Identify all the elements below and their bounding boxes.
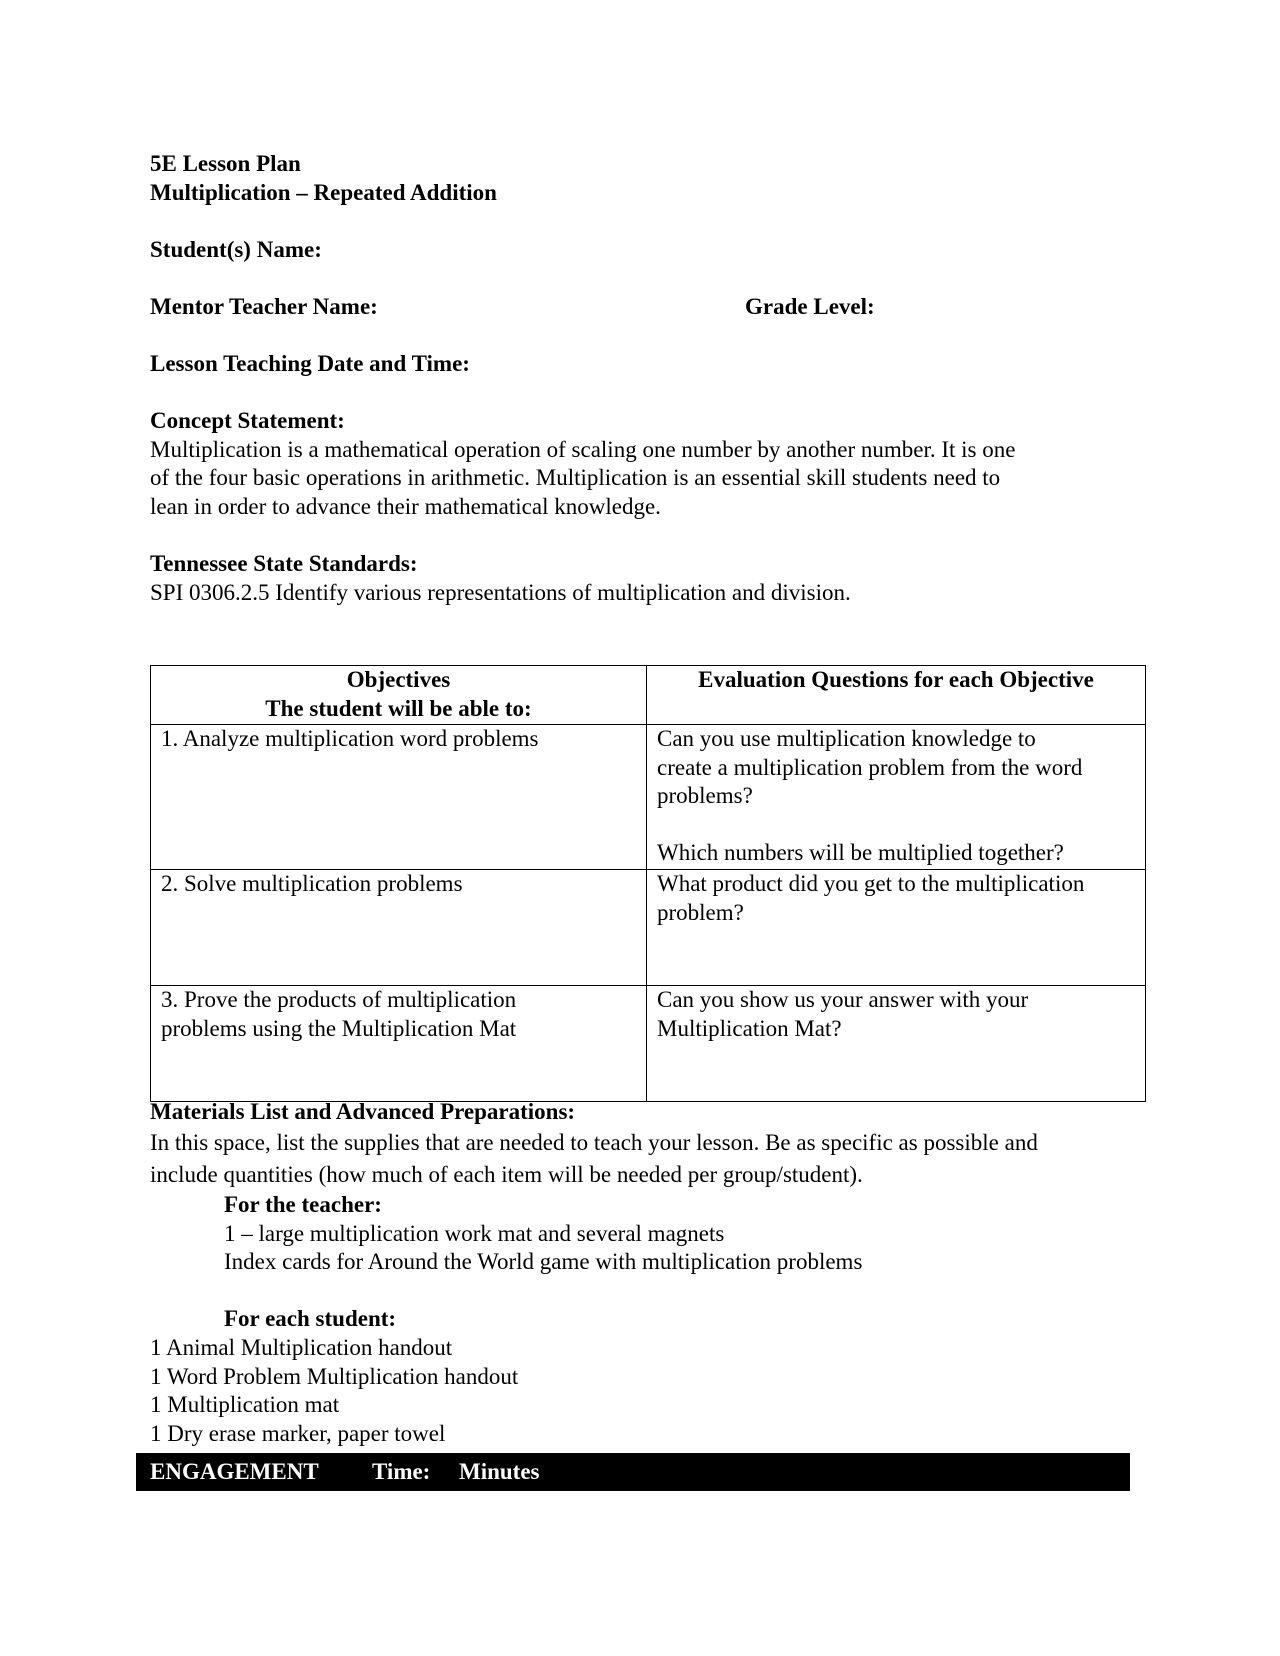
- list-item: 1 Animal Multiplication handout: [150, 1335, 453, 1360]
- concept-line: lean in order to advance their mathematical knowledge.: [150, 493, 661, 519]
- doc-subtitle: Multiplication – Repeated Addition: [150, 179, 497, 205]
- concept-line: Multiplication is a mathematical operation of scaling one number by another number. It is one: [150, 436, 1016, 462]
- question-text: problem?: [657, 899, 744, 925]
- question-text: Multiplication Mat?: [657, 1015, 842, 1041]
- teacher-materials: [224, 1191, 862, 1277]
- list-item: 1 Multiplication mat: [150, 1392, 340, 1417]
- engagement-label: ENGAGEMENT: [150, 1459, 319, 1484]
- question-text: Which numbers will be multiplied together?: [657, 840, 1064, 865]
- evaluation-header-cell: [647, 666, 1146, 725]
- table-row: [151, 870, 1146, 986]
- student-heading: For each student:: [224, 1306, 397, 1331]
- concept-section: [150, 407, 1110, 521]
- materials-intro: In this space, list the supplies that are needed to teach your lesson. Be as specific as possible and: [150, 1129, 1038, 1155]
- objectives-header: Objectives: [346, 667, 451, 692]
- minutes-label: Minutes: [459, 1459, 540, 1484]
- materials-heading: Materials List and Advanced Preparations:: [150, 1099, 576, 1124]
- objectives-header-cell: [151, 666, 647, 725]
- objective-text: 1. Analyze multiplication word problems: [161, 726, 539, 751]
- engagement-bar: [136, 1453, 1130, 1491]
- list-item: 1 Dry erase marker, paper towel: [150, 1420, 446, 1446]
- concept-line: of the four basic operations in arithmetic. Multiplication is an essential skill students need to: [150, 465, 1001, 490]
- question-text: Can you show us your answer with your: [657, 987, 1029, 1012]
- question-text: Can you use multiplication knowledge to: [657, 726, 1036, 751]
- question-cell: [647, 870, 1146, 986]
- list-item: Index cards for Around the World game with multiplication problems: [224, 1249, 863, 1274]
- lesson-date-field: Lesson Teaching Date and Time:: [150, 351, 470, 376]
- table-row: [151, 725, 1146, 870]
- document-header: [150, 150, 1110, 207]
- mentor-teacher-field: Mentor Teacher Name:: [150, 294, 378, 319]
- standards-section: [150, 550, 1110, 607]
- objective-cell: [151, 870, 647, 986]
- students-name-field: Student(s) Name:: [150, 237, 322, 262]
- time-label: Time:: [372, 1459, 431, 1484]
- evaluation-header: Evaluation Questions for each Objective: [698, 667, 1094, 692]
- objective-cell: [151, 725, 647, 870]
- objectives-subheader: The student will be able to:: [265, 695, 532, 721]
- spacer: [657, 811, 1135, 840]
- standards-heading: Tennessee State Standards:: [150, 551, 418, 576]
- question-cell: [647, 986, 1146, 1102]
- question-text: What product did you get to the multiplication: [657, 871, 1085, 896]
- objective-text: 3. Prove the products of multiplication: [161, 987, 517, 1012]
- doc-title: 5E Lesson Plan: [150, 151, 301, 176]
- objectives-table: [150, 665, 1146, 1102]
- materials-section: [150, 1098, 1150, 1191]
- standards-text: SPI 0306.2.5 Identify various representations of multiplication and division.: [150, 579, 851, 605]
- student-materials: [150, 1334, 1110, 1448]
- materials-intro: include quantities (how much of each item will be needed per group/student).: [150, 1161, 863, 1187]
- question-text: create a multiplication problem from the word: [657, 754, 1083, 780]
- grade-level-field: Grade Level:: [745, 294, 875, 319]
- concept-heading: Concept Statement:: [150, 408, 345, 433]
- question-text: problems?: [657, 783, 753, 808]
- question-cell: [647, 725, 1146, 870]
- table-header-row: [151, 666, 1146, 725]
- objective-text: 2. Solve multiplication problems: [161, 871, 463, 896]
- list-item: 1 Word Problem Multiplication handout: [150, 1363, 519, 1389]
- table-row: [151, 986, 1146, 1102]
- list-item: 1 – large multiplication work mat and several magnets: [224, 1220, 725, 1246]
- teacher-heading: For the teacher:: [224, 1192, 382, 1217]
- objective-cell: [151, 986, 647, 1102]
- objective-text: problems using the Multiplication Mat: [161, 1015, 517, 1041]
